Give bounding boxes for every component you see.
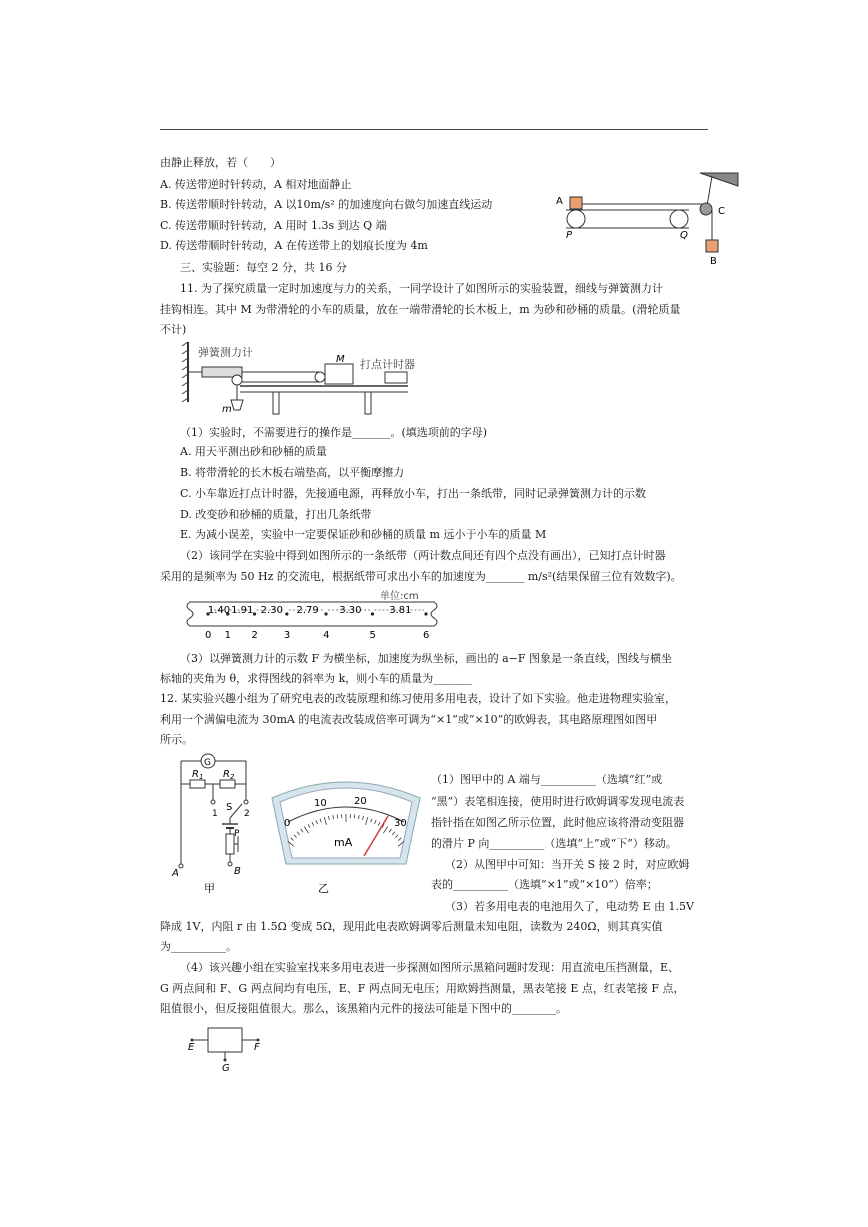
option-10-d: D. 传送带顺时针转动，A 在传送带上的划痕长度为 4m: [160, 239, 428, 252]
label-c: C: [718, 206, 725, 217]
label-m-small: m: [222, 404, 232, 415]
label-switch-1: 1: [212, 809, 218, 819]
label-spring-scale: 弹簧测力计: [198, 346, 253, 359]
question-11-part-3: 标轴的夹角为 θ，求得图线的斜率为 k，则小车的质量为_______: [160, 672, 472, 685]
label-q: Q: [680, 230, 688, 241]
tape-point-label: 6: [423, 630, 430, 641]
label-p: P: [234, 829, 240, 839]
tape-point: [424, 612, 427, 615]
question-11-part-2: （2）该同学在实验中得到如图所示的一条纸带（两计数点间还有四个点没有画出），已知打点计时器: [180, 549, 666, 562]
dial-label-0: 0: [284, 818, 291, 829]
label-switch-s: S: [226, 802, 233, 813]
question-11-part-2: 采用的是频率为 50 Hz 的交流电，根据纸带可求出小车的加速度为_______ m/s²(结果保留三位有效数字)。: [160, 570, 682, 583]
option-10-a: A. 传送带逆时针转动，A 相对地面静止: [160, 178, 352, 191]
conveyor-belt-figure: [552, 168, 742, 266]
caption-jia: 甲: [204, 882, 215, 894]
dial-label-10: 10: [314, 798, 327, 809]
label-m-large: M: [336, 354, 345, 365]
question-11-stem: 11. 为了探究质量一定时加速度与力的关系，一同学设计了如图所示的实验装置，细线与弹簧测力计: [180, 282, 663, 295]
tape-point-label: 1: [224, 630, 232, 641]
question-11-part-3: （3）以弹簧测力计的示数 F 为横坐标，加速度为纵坐标，画出的 a−F 图象是一条直线，图线与横坐: [180, 652, 673, 665]
ohmmeter-circuit-figure: [168, 752, 278, 894]
question-12-part-3: （3）若多用电表的电池用久了，电动势 E 由 1.5V: [445, 900, 694, 913]
option-11-a: A. 用天平测出砂和砂桶的质量: [180, 445, 327, 458]
black-box-figure: [186, 1024, 266, 1074]
label-a: A: [172, 868, 179, 879]
option-11-b: B. 将带滑轮的长木板右端垫高，以平衡摩擦力: [180, 466, 405, 479]
tape-unit: 单位:cm: [380, 591, 419, 602]
label-p: P: [566, 230, 573, 241]
question-12-part-3: 为__________。: [160, 940, 237, 953]
header-rule: [160, 129, 708, 130]
label-e: E: [188, 1042, 195, 1053]
tape-segment-label: 2.30: [260, 605, 283, 616]
label-timer: 打点计时器: [360, 358, 415, 371]
question-12-stem: 12. 某实验兴趣小组为了研究电表的改装原理和练习使用多用电表，设计了如下实验。他走进物理实验室，: [160, 692, 676, 705]
question-11-stem: 不计): [160, 323, 187, 336]
option-11-c: C. 小车靠近打点计时器，先接通电源，再释放小车，打出一条纸带，同时记录弹簧测力计的示数: [180, 487, 647, 500]
question-12-part-2: 表的__________（选填“×1”或“×10”）倍率；: [431, 878, 658, 891]
tape-segment-label: 3.30: [339, 605, 362, 616]
label-a: A: [556, 196, 563, 207]
label-r1: $R_1$: [192, 769, 204, 781]
tape-point: [253, 612, 256, 615]
label-switch-2: 2: [244, 809, 250, 819]
label-g: G: [222, 1063, 230, 1074]
tape-point: [371, 612, 374, 615]
tape-segment-label: 1.91: [231, 605, 254, 616]
label-b: B: [234, 866, 241, 877]
tape-point-label: 3: [283, 630, 291, 641]
label-r2: $R_2$: [223, 769, 235, 781]
tape-segment-label: 1.40: [207, 605, 231, 616]
question-12-stem: 所示。: [160, 733, 193, 746]
tape-point-label: 4: [323, 630, 330, 641]
dial-unit: mA: [334, 836, 353, 849]
question-11-part-1: （1）实验时，不需要进行的操作是_______。(填选项前的字母): [180, 426, 488, 439]
question-12-part-4: （4）该兴趣小组在实验室找来多用电表进一步探测如图所示黑箱问题时发现：用直流电压挡测量，E、: [180, 961, 680, 974]
dial-label-20: 20: [354, 796, 367, 807]
tape-segment-label: 2.79: [296, 605, 319, 616]
label-f: F: [254, 1042, 260, 1053]
label-g: G: [204, 758, 211, 768]
tape-point-label: 0: [205, 630, 212, 641]
tape-point: [324, 612, 327, 615]
section-heading: 三、实验题：每空 2 分，共 16 分: [180, 261, 347, 274]
cart-apparatus-figure: [180, 340, 420, 420]
tape-segment-label: 3.81: [389, 605, 412, 616]
tape-point-label: 2: [251, 630, 258, 641]
question-12-part-4: 阻值很小，但反接阻值很大。那么，该黑箱内元件的接法可能是下图中的________。: [160, 1002, 567, 1015]
question-12-part-3: 降成 1V，内阻 r 由 1.5Ω 变成 5Ω，现用此电表欧姆调零后测量未知电阻，读数为 240Ω，则其真实值: [160, 920, 663, 933]
question-10-stem-end: 由静止释放，若（ ）: [160, 156, 281, 169]
label-b: B: [710, 256, 717, 266]
question-12-stem: 利用一个满偏电流为 30mA 的电流表改装成倍率可调为“×1”或“×10”的欧姆表，其电路原理图如图甲: [160, 713, 658, 726]
option-11-d: D. 改变砂和砂桶的质量，打出几条纸带: [180, 508, 372, 521]
question-12-part-2: （2）从图甲中可知：当开关 S 接 2 时，对应欧姆: [445, 858, 690, 871]
ammeter-dial-figure: [266, 772, 426, 896]
tape-point-label: 5: [369, 630, 376, 641]
question-11-stem: 挂钩相连。其中 M 为带滑轮的小车的质量，放在一端带滑轮的长木板上，m 为砂和砂桶的质量。(滑轮质量: [160, 303, 681, 316]
option-10-b: B. 传送带顺时针转动，A 以10m/s² 的加速度向右做匀加速直线运动: [160, 198, 493, 211]
question-12-part-1: “黑”）表笔相连接，使用时进行欧姆调零发现电流表: [431, 795, 685, 808]
question-12-part-1: 指针指在如图乙所示位置，此时他应该将滑动变阻器: [431, 816, 684, 829]
tape-point: [285, 612, 288, 615]
option-10-c: C. 传送带顺时针转动，A 用时 1.3s 到达 Q 端: [160, 219, 387, 232]
dial-label-30: 30: [394, 818, 407, 829]
question-12-part-1: 的滑片 P 向__________（选填“上”或“下”）移动。: [431, 837, 677, 850]
question-12-part-1: （1）图甲中的 A 端与__________（选填“红”或: [431, 773, 663, 786]
option-11-e: E. 为减小误差，实验中一定要保证砂和砂桶的质量 m 远小于小车的质量 M: [180, 528, 547, 541]
caption-yi: 乙: [318, 882, 329, 895]
paper-tape-figure: [184, 588, 444, 644]
question-12-part-4: G 两点间和 F、G 两点间均有电压，E、F 两点间无电压；用欧姆挡测量，黑表笔接 E 点，红表笔接 F 点，: [160, 982, 685, 995]
